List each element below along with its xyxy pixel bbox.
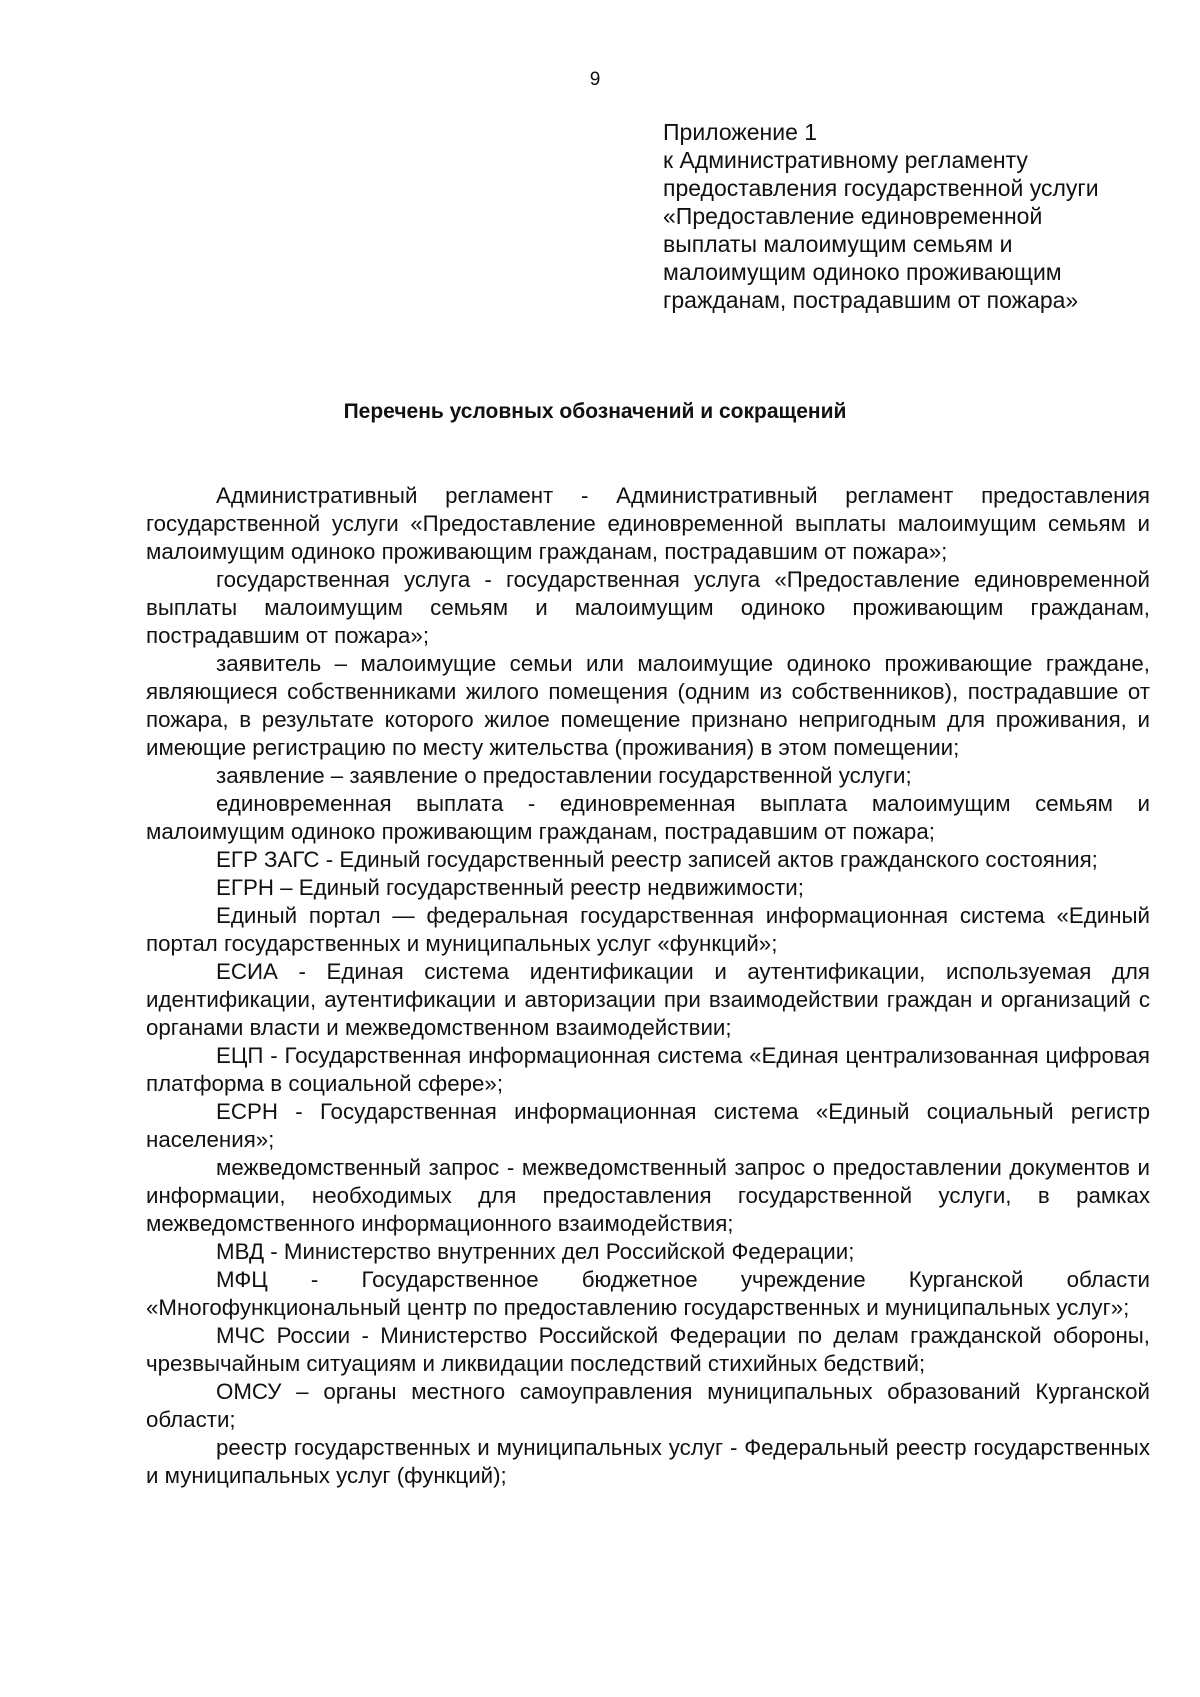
appendix-line: к Административному регламенту xyxy=(663,147,1028,173)
definition-paragraph: заявление – заявление о предоставлении государственной услуги; xyxy=(216,763,912,788)
definition-paragraph: Административный регламент - Административный регламент предоставления государственной услуги «Предоставление единовременной выплаты малоимущим семьям и малоимущим одиноко проживающим гражданам, пострадавшим от пожара»; xyxy=(146,483,1150,564)
appendix-header xyxy=(663,118,1183,314)
definition-paragraph: заявитель – малоимущие семьи или малоимущие одиноко проживающие граждане, являющиеся собственниками жилого помещения (одним из собственников), пострадавшие от пожара, в результате которого жилое помещение признано непригодным для проживания, и имеющие регистрацию по месту жительства (проживания) в этом помещении; xyxy=(146,651,1150,760)
page-number: 9 xyxy=(589,69,601,90)
definition-paragraph: Единый портал — федеральная государственная информационная система «Единый портал государственных и муниципальных услуг «функций»; xyxy=(146,903,1150,956)
appendix-line: малоимущим одиноко проживающим xyxy=(663,259,1062,285)
appendix-line: предоставления государственной услуги xyxy=(663,175,1099,201)
definition-paragraph: государственная услуга - государственная услуга «Предоставление единовременной выплаты малоимущим семьям и малоимущим одиноко проживающим гражданам, пострадавшим от пожара»; xyxy=(146,567,1150,648)
appendix-line: выплаты малоимущим семьям и xyxy=(663,231,1013,257)
definition-paragraph: ЕСИА - Единая система идентификации и аутентификации, используемая для идентификации, аутентификации и авторизации при взаимодействии граждан и организаций с органами власти и межведомственном взаимодействии; xyxy=(146,959,1150,1040)
appendix-line: Приложение 1 xyxy=(663,119,818,145)
definition-paragraph: МВД - Министерство внутренних дел Российской Федерации; xyxy=(216,1239,855,1264)
definition-paragraph: ЕСРН - Государственная информационная система «Единый социальный регистр населения»; xyxy=(146,1099,1150,1152)
appendix-line: «Предоставление единовременной xyxy=(663,203,1043,229)
definition-paragraph: ОМСУ – органы местного самоуправления муниципальных образований Курганской области; xyxy=(146,1379,1150,1432)
definition-paragraph: реестр государственных и муниципальных услуг - Федеральный реестр государственных и муниципальных услуг (функций); xyxy=(146,1435,1150,1488)
definitions-list xyxy=(146,482,1150,1490)
definition-paragraph: ЕГР ЗАГС - Единый государственный реестр записей актов гражданского состояния; xyxy=(216,847,1098,872)
definition-paragraph: МФЦ - Государственное бюджетное учреждение Курганской области «Многофункциональный центр по предоставлению государственных и муниципальных услуг»; xyxy=(146,1267,1150,1320)
definition-paragraph: единовременная выплата - единовременная выплата малоимущим семьям и малоимущим одиноко проживающим гражданам, пострадавшим от пожара; xyxy=(146,791,1150,844)
definition-paragraph: ЕГРН – Единый государственный реестр недвижимости; xyxy=(216,875,804,900)
definition-paragraph: ЕЦП - Государственная информационная система «Единая централизованная цифровая платформа в социальной сфере»; xyxy=(146,1043,1150,1096)
document-title: Перечень условных обозначений и сокращений xyxy=(343,400,847,423)
definition-paragraph: межведомственный запрос - межведомственный запрос о предоставлении документов и информации, необходимых для предоставления государственной услуги, в рамках межведомственного информационного взаимодействия; xyxy=(146,1155,1150,1236)
definition-paragraph: МЧС России - Министерство Российской Федерации по делам гражданской обороны, чрезвычайным ситуациям и ликвидации последствий стихийных бедствий; xyxy=(146,1323,1150,1376)
appendix-line: гражданам, пострадавшим от пожара» xyxy=(663,287,1079,313)
